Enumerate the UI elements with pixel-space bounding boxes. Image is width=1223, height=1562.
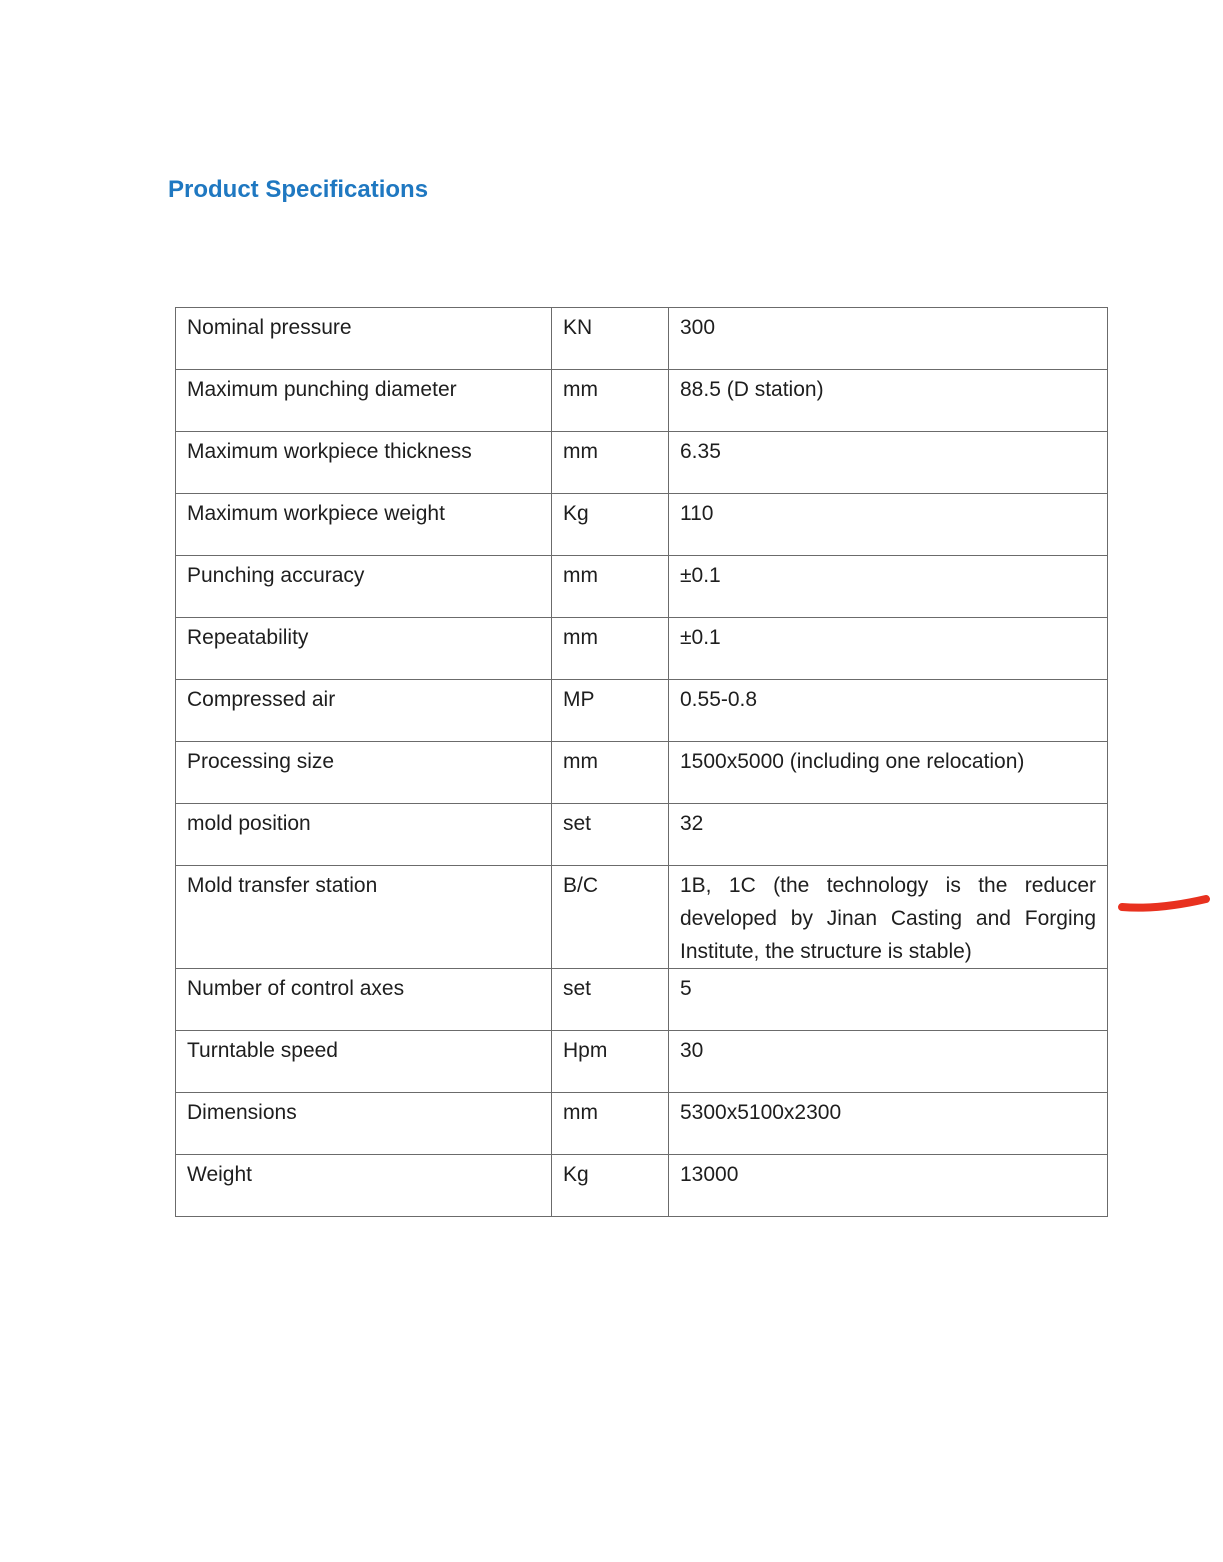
page-title: Product Specifications [168, 176, 429, 203]
value-cell: 13000 [669, 1155, 1108, 1217]
parameter-cell: Mold transfer station [176, 866, 552, 969]
value-cell: 5300x5100x2300 [669, 1093, 1108, 1155]
value-cell: 110 [669, 494, 1108, 556]
parameter-cell: Weight [176, 1155, 552, 1217]
red-annotation-stroke [1116, 893, 1216, 923]
unit-cell: mm [552, 1093, 669, 1155]
unit-cell: mm [552, 556, 669, 618]
value-cell: 1500x5000 (including one relocation) [669, 742, 1108, 804]
value-cell: 1B, 1C (the technology is the reducer developed by Jinan Casting and Forging Institute, the structure is stable) [669, 866, 1108, 969]
unit-cell: mm [552, 742, 669, 804]
specifications-table [175, 307, 1108, 1217]
value-cell: 32 [669, 804, 1108, 866]
parameter-cell: Repeatability [176, 618, 552, 680]
unit-cell: MP [552, 680, 669, 742]
value-cell: 0.55-0.8 [669, 680, 1108, 742]
parameter-cell: Nominal pressure [176, 308, 552, 370]
parameter-cell: Number of control axes [176, 969, 552, 1031]
value-cell: 88.5 (D station) [669, 370, 1108, 432]
value-cell: 30 [669, 1031, 1108, 1093]
unit-cell: Hpm [552, 1031, 669, 1093]
value-cell: 6.35 [669, 432, 1108, 494]
value-cell: ±0.1 [669, 618, 1108, 680]
table-row [176, 494, 1108, 556]
parameter-cell: Turntable speed [176, 1031, 552, 1093]
table-row [176, 866, 1108, 969]
parameter-cell: Maximum punching diameter [176, 370, 552, 432]
table-row [176, 804, 1108, 866]
table-row [176, 308, 1108, 370]
parameter-cell: Punching accuracy [176, 556, 552, 618]
parameter-cell: Maximum workpiece weight [176, 494, 552, 556]
value-cell: 5 [669, 969, 1108, 1031]
unit-cell: KN [552, 308, 669, 370]
unit-cell: set [552, 969, 669, 1031]
value-cell: ±0.1 [669, 556, 1108, 618]
unit-cell: mm [552, 618, 669, 680]
table-row [176, 618, 1108, 680]
table-row [176, 969, 1108, 1031]
unit-cell: mm [552, 370, 669, 432]
table-row [176, 432, 1108, 494]
parameter-cell: Dimensions [176, 1093, 552, 1155]
table-row [176, 556, 1108, 618]
parameter-cell: mold position [176, 804, 552, 866]
unit-cell: B/C [552, 866, 669, 969]
table-row [176, 742, 1108, 804]
table-row [176, 680, 1108, 742]
table-row [176, 1155, 1108, 1217]
parameter-cell: Maximum workpiece thickness [176, 432, 552, 494]
unit-cell: Kg [552, 494, 669, 556]
parameter-cell: Processing size [176, 742, 552, 804]
unit-cell: set [552, 804, 669, 866]
parameter-cell: Compressed air [176, 680, 552, 742]
unit-cell: mm [552, 432, 669, 494]
table-row [176, 1031, 1108, 1093]
table-row [176, 370, 1108, 432]
table-row [176, 1093, 1108, 1155]
value-cell: 300 [669, 308, 1108, 370]
unit-cell: Kg [552, 1155, 669, 1217]
